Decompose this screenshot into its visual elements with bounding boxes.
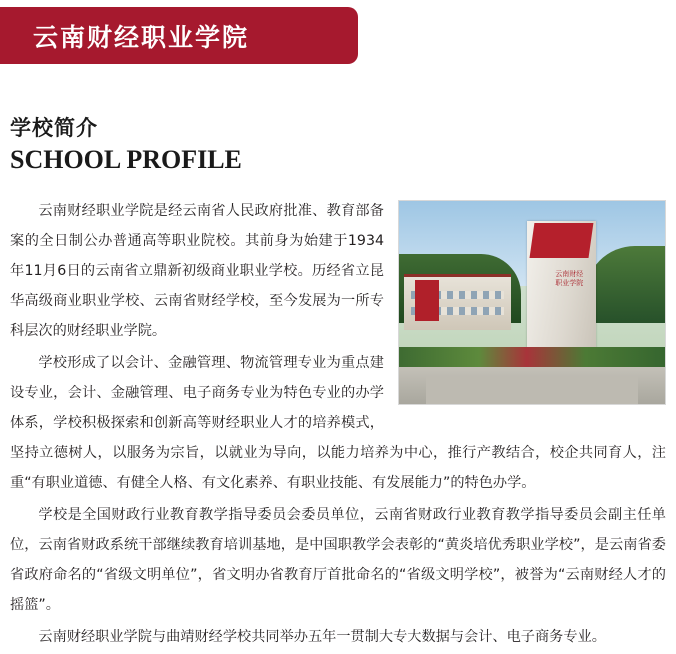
- article-body: [10, 196, 666, 654]
- page-header: [0, 0, 676, 70]
- paragraph-3: 学校是全国财政行业教育教学指导委员会委员单位，云南省财政行业教育教学指导委员会副主任单位，云南省财政系统干部继续教育培训基地，是中国职教学会表彰的“黄炎培优秀职业学校”，是云南省委省政府命名的“省级文明单位”，省文明办省教育厅首批命名的“省级文明学校”，被誉为“云南财经人才的摇篮”。: [10, 507, 666, 613]
- photo-path: [426, 376, 639, 404]
- paragraph-2: 学校形成了以会计、金融管理、物流管理专业为重点建设专业，会计、金融管理、电子商务专业为特色专业的办学体系，学校积极探索和创新高等财经职业人才的培养模式，坚持立德树人，以服务为宗旨，以就业为导向，以能力培养为中心，推行产教结合，校企共同育人，注重“有职业道德、有健全人格、有文化素养、有职业技能、有发展能力”的特色办学。: [10, 355, 666, 491]
- brand-banner: [0, 7, 358, 64]
- photo-flowerbed: [399, 347, 665, 367]
- paragraph-1: 云南财经职业学院是经云南省人民政府批准、教育部备案的全日制公办普通高等职业院校。其前身为始建于1934年11月6日的云南省立鼎新初级商业职业学校。历经省立昆华高级商业职业学校、云南省财经学校，至今发展为一所专科层次的财经职业学院。: [10, 203, 384, 339]
- photo-monument-emblem: [530, 223, 593, 258]
- paragraph-4: 云南财经职业学院与曲靖财经学校共同举办五年一贯制大专大数据与会计、电子商务专业。: [38, 629, 606, 645]
- section-title-english: SCHOOL PROFILE: [10, 145, 242, 174]
- section-title-chinese: 学校简介: [10, 116, 98, 140]
- campus-photo: [398, 200, 666, 405]
- photo-monument-inscription: 云南财经职业学院: [555, 270, 584, 288]
- school-name: 云南财经职业学院: [33, 22, 250, 52]
- photo-red-sign: [415, 280, 439, 321]
